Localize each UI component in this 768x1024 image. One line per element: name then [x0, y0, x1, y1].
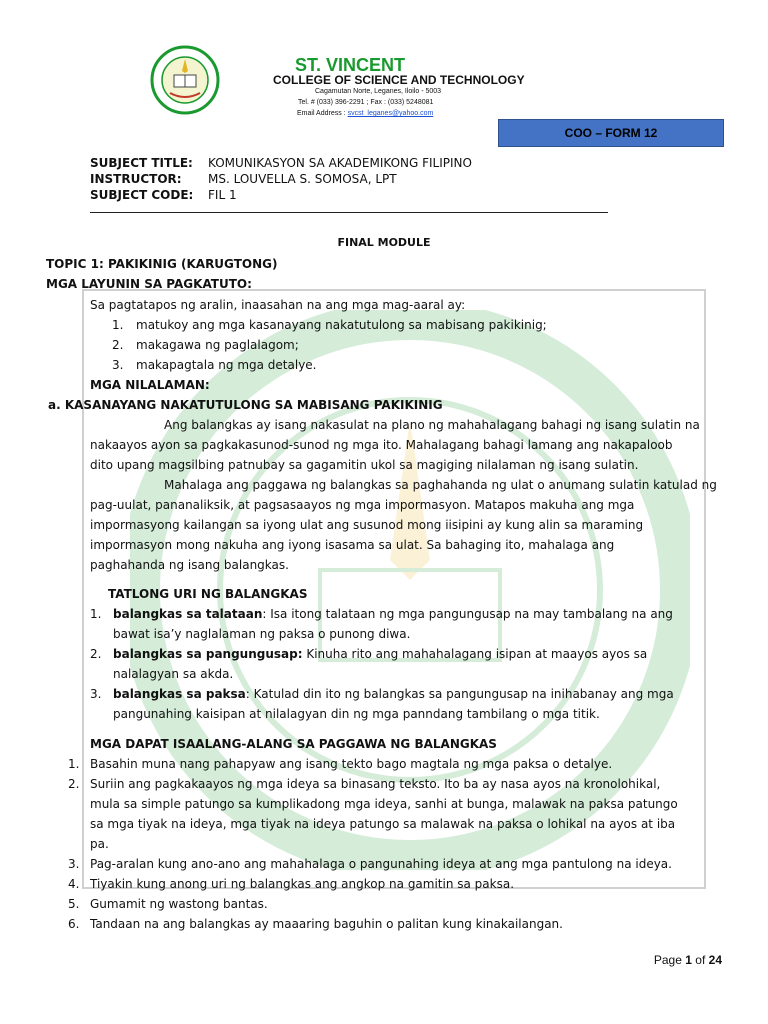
school-name: ST. VINCENT — [295, 55, 406, 75]
page-number — [654, 953, 722, 967]
outline-type-term: balangkas sa paksa — [113, 687, 246, 701]
guideline-line: Basahin muna nang pahapyaw ang isang tekto bago magtala ng mga paksa o detalye. — [90, 757, 613, 771]
objective-item: makapagtala ng mga detalye. — [136, 358, 317, 372]
objective-item: makagawa ng paglalagom; — [136, 338, 299, 352]
outline-type-number: 3. — [90, 687, 102, 701]
paragraph-line: impormasyong kailangan sa iyong ulat ang susunod mong iisipini ay kung alin sa maraming — [90, 518, 644, 532]
outline-type-desc: Kinuha rito ang mahahalagang isipan at maayos ayos sa — [302, 647, 648, 661]
guideline-line: Suriin ang pagkakaayos ng mga ideya sa binasang teksto. Ito ba ay nasa ayos na kronolohikal, — [90, 777, 661, 791]
school-address: Cagamutan Norte, Leganes, Iloilo - 5003 — [315, 88, 442, 95]
guidelines-heading: MGA DAPAT ISAALANG-ALANG SA PAGGAWA NG BALANGKAS — [90, 737, 497, 751]
subject-code-row — [90, 187, 237, 203]
outline-type-desc: : Isa itong talataan ng mga pangungusap na may tambalang na ang — [262, 607, 673, 621]
form-code: COO – FORM 12 — [564, 126, 658, 140]
school-seal — [150, 45, 220, 115]
contents-heading: MGA NILALAMAN: — [90, 378, 210, 392]
paragraph-line: impormasyon mong nakuha ang iyong isasama sa ulat. Sa bahaging ito, mahalaga ang — [90, 538, 615, 552]
outline-type-term: balangkas sa talataan — [113, 607, 263, 621]
subject-title: KOMUNIKASYON SA AKADEMIKONG FILIPINO — [208, 156, 472, 170]
school-phone: Tel. # (033) 396-2291 ; Fax : (033) 5248081 — [298, 99, 434, 106]
outline-type-cont: nalalagyan sa akda. — [113, 667, 234, 681]
guideline-number: 5. — [68, 897, 80, 911]
objectives-intro: Sa pagtatapos ng aralin, inaasahan na ang mga mag-aaral ay: — [90, 298, 466, 312]
outline-type-term: balangkas sa pangungusap: — [113, 647, 303, 661]
email-link[interactable]: svcst_leganes@yahoo.com — [347, 110, 434, 117]
outline-type-item — [113, 644, 647, 664]
subject-code-label: SUBJECT CODE: — [90, 188, 194, 202]
section-a-heading: a. KASANAYANG NAKATUTULONG SA MABISANG PAKIKINIG — [48, 398, 443, 412]
paragraph-line: dito upang magsilbing patnubay sa gagamitin ukol sa magiging nilalaman ng isang sulatin. — [90, 458, 639, 472]
module-title: FINAL MODULE — [337, 236, 431, 249]
school-email-line — [297, 110, 433, 117]
header-divider — [90, 212, 608, 213]
outline-type-item — [113, 604, 673, 624]
paragraph-line: pag-uulat, pananaliksik, at pagsasaayos ng mga impormasyon. Matapos makuha ang mga — [90, 498, 635, 512]
instructor-row — [90, 171, 397, 187]
paragraph-line: paghahanda ng isang balangkas. — [90, 558, 289, 572]
objective-number: 3. — [112, 358, 124, 372]
page-current: 1 — [685, 953, 692, 967]
email-label: Email Address : — [297, 110, 346, 117]
guideline-number: 4. — [68, 877, 80, 891]
instructor-name: MS. LOUVELLA S. SOMOSA, LPT — [208, 172, 397, 186]
paragraph-line: nakaayos ayon sa pagkakasunod-sunod ng mga ito. Mahalagang bahagi lamang ang nakapaloob — [90, 438, 673, 452]
objective-item: matukoy ang mga kasanayang nakatutulong sa mabisang pakikinig; — [136, 318, 547, 332]
guideline-line: mula sa simple patungo sa kumplikadong mga ideya, sanhi at bunga, malawak na paksa patungo — [90, 797, 678, 811]
form-code-box — [498, 119, 724, 147]
outline-types-heading: TATLONG URI NG BALANGKAS — [108, 587, 308, 601]
guideline-number: 6. — [68, 917, 80, 931]
guideline-number: 2. — [68, 777, 80, 791]
subject-title-label: SUBJECT TITLE: — [90, 156, 193, 170]
paragraph-line: Ang balangkas ay isang nakasulat na plano ng mahahalagang bahagi ng isang sulatin na — [164, 418, 700, 432]
guideline-line: Tandaan na ang balangkas ay maaaring baguhin o palitan kung kinakailangan. — [90, 917, 563, 931]
objectives-heading: MGA LAYUNIN SA PAGKATUTO: — [46, 277, 252, 291]
outline-type-desc: : Katulad din ito ng balangkas sa pangungusap na inihabanay ang mga — [245, 687, 674, 701]
guideline-line: Gumamit ng wastong bantas. — [90, 897, 268, 911]
outline-type-item — [113, 684, 674, 704]
guideline-line: Pag-aralan kung ano-ano ang mahahalaga o pangunahing ideya at ang mga pantulong na ideya. — [90, 857, 672, 871]
page-of: of — [695, 953, 706, 967]
guideline-line: Tiyakin kung anong uri ng balangkas ang angkop na gamitin sa paksa. — [90, 877, 515, 891]
guideline-line: pa. — [90, 837, 109, 851]
subject-code: FIL 1 — [208, 188, 237, 202]
page-label: Page — [653, 953, 682, 967]
guideline-number: 3. — [68, 857, 80, 871]
college-name: COLLEGE OF SCIENCE AND TECHNOLOGY — [273, 73, 525, 87]
instructor-label: INSTRUCTOR: — [90, 172, 182, 186]
outline-type-number: 1. — [90, 607, 102, 621]
guideline-number: 1. — [68, 757, 80, 771]
subject-title-row — [90, 155, 472, 171]
topic-heading: TOPIC 1: PAKIKINIG (KARUGTONG) — [46, 257, 278, 271]
page-total: 24 — [708, 953, 722, 967]
objective-number: 1. — [112, 318, 124, 332]
paragraph-line: Mahalaga ang paggawa ng balangkas sa paghahanda ng ulat o anumang sulatin katulad ng — [164, 478, 717, 492]
objective-number: 2. — [112, 338, 124, 352]
outline-type-cont: pangunahing kaisipan at nilalagyan din ng mga panndang tambilang o mga titik. — [113, 707, 600, 721]
guideline-line: sa mga tiyak na ideya, mga tiyak na ideya patungo sa malawak na paksa o lohikal na ayos at iba — [90, 817, 676, 831]
outline-type-cont: bawat isa’y naglalaman ng paksa o punong diwa. — [113, 627, 411, 641]
outline-type-number: 2. — [90, 647, 102, 661]
